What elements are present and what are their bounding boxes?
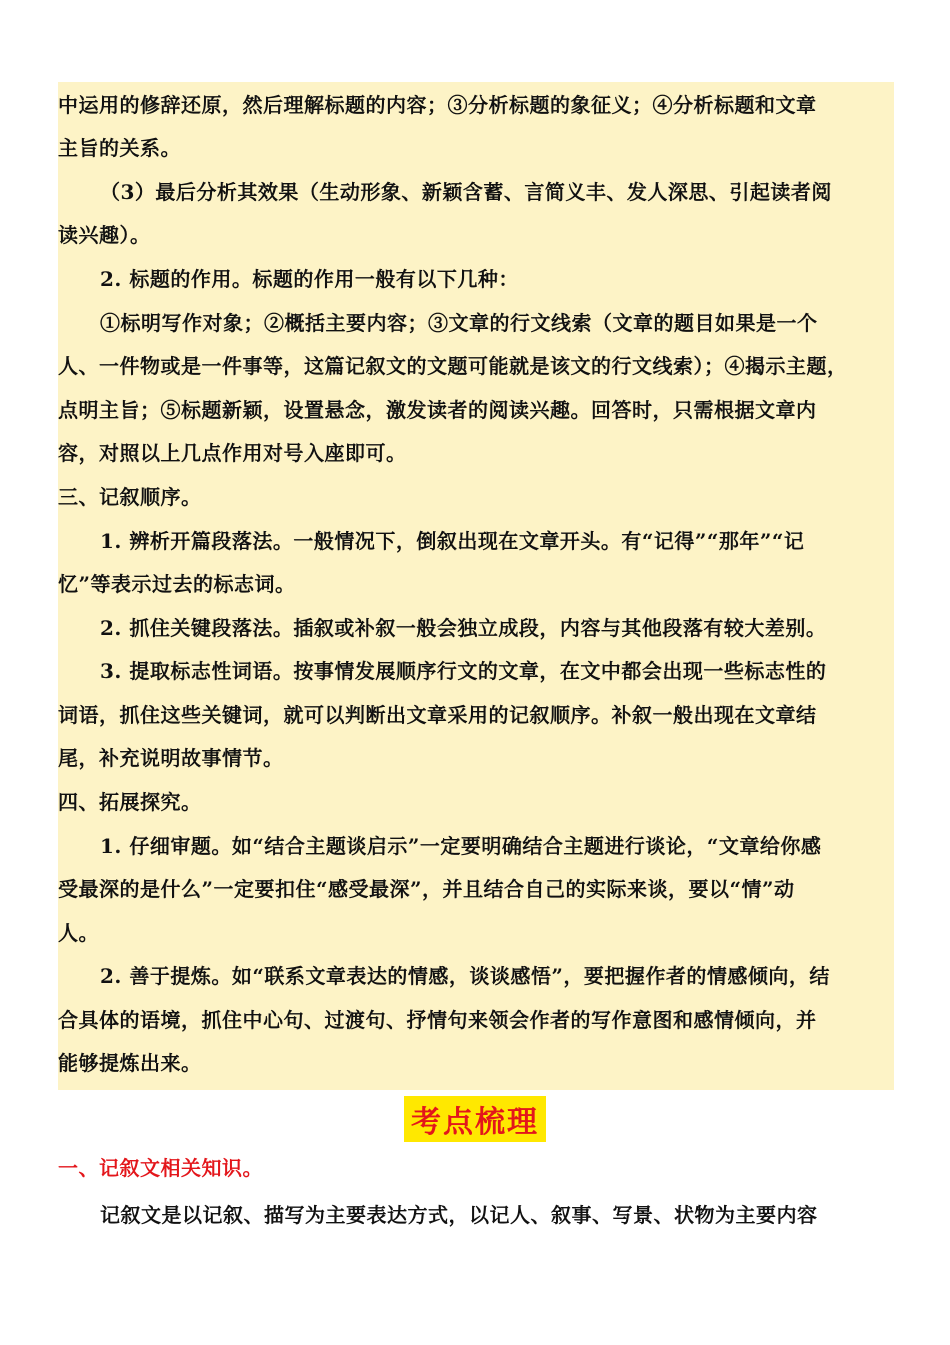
section-title: 考点梳理 <box>411 1105 539 1140</box>
text-line: 主旨的关系。 <box>58 136 181 160</box>
text-line: ①标明写作对象；②概括主要内容；③文章的行文线索（文章的题目如果是一个 <box>100 311 818 335</box>
text-line: 2. 善于提炼。如“联系文章表达的情感，谈谈感悟”，要把握作者的情感倾向，结 <box>100 964 830 988</box>
text-line: 合具体的语境，抓住中心句、过渡句、抒情句来领会作者的写作意图和感情倾向，并 <box>58 1008 817 1032</box>
text-line: 中运用的修辞还原，然后理解标题的内容；③分析标题的象征义；④分析标题和文章 <box>58 93 817 117</box>
text-line: 1. 仔细审题。如“结合主题谈启示”一定要明确结合主题进行谈论，“文章给你感 <box>100 834 822 858</box>
text-line: （3）最后分析其效果（生动形象、新颖含蓄、言简义丰、发人深思、引起读者阅 <box>100 180 832 204</box>
subheading: 一、记叙文相关知识。 <box>58 1156 263 1180</box>
text-line: 人。 <box>58 921 99 945</box>
section-heading-4: 四、拓展探究。 <box>58 790 202 814</box>
text-line: 能够提炼出来。 <box>58 1051 202 1075</box>
text-line: 容，对照以上几点作用对号入座即可。 <box>58 441 407 465</box>
text-line: 人、一件物或是一件事等，这篇记叙文的文题可能就是该文的行文线索）；④揭示主题， <box>58 354 848 378</box>
text-line: 1. 辨析开篇段落法。一般情况下，倒叙出现在文章开头。有“记得”“那年”“记 <box>100 529 805 553</box>
section-title-box <box>404 1096 546 1142</box>
text-line: 点明主旨；⑤标题新颖，设置悬念，激发读者的阅读兴趣。回答时，只需根据文章内 <box>58 398 817 422</box>
text-line: 尾，补充说明故事情节。 <box>58 746 284 770</box>
body-text-line: 记叙文是以记叙、描写为主要表达方式，以记人、叙事、写景、状物为主要内容 <box>100 1203 818 1227</box>
text-line: 2. 标题的作用。标题的作用一般有以下几种： <box>100 267 519 291</box>
text-line: 3. 提取标志性词语。按事情发展顺序行文的文章，在文中都会出现一些标志性的 <box>100 659 827 683</box>
text-line: 读兴趣）。 <box>58 223 151 247</box>
text-line: 受最深的是什么”一定要扣住“感受最深”，并且结合自己的实际来谈，要以“情”动 <box>58 877 795 901</box>
text-line: 2. 抓住关键段落法。插叙或补叙一般会独立成段，内容与其他段落有较大差别。 <box>100 616 827 640</box>
section-heading-3: 三、记叙顺序。 <box>58 485 202 509</box>
text-line: 词语，抓住这些关键词，就可以判断出文章采用的记叙顺序。补叙一般出现在文章结 <box>58 703 817 727</box>
text-line: 忆”等表示过去的标志词。 <box>58 572 296 596</box>
